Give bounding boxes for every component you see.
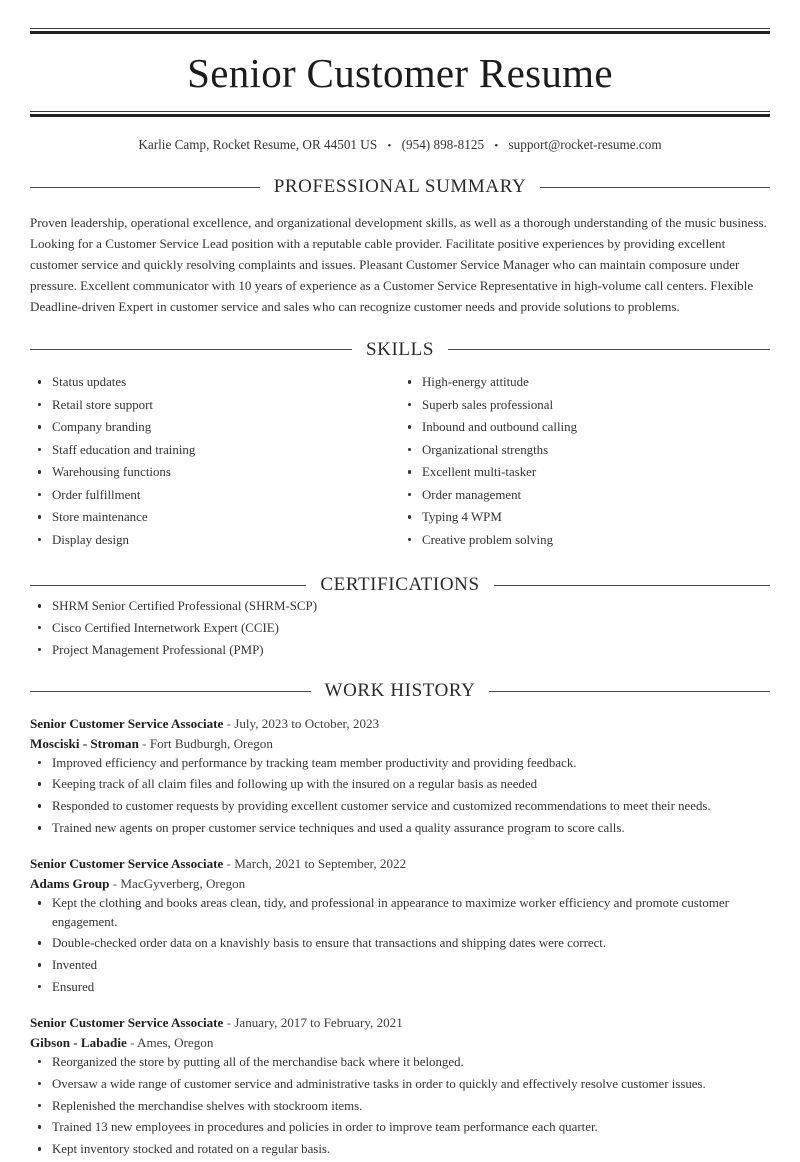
list-item: High-energy attitude <box>400 373 756 391</box>
section-header-certifications <box>30 574 770 597</box>
list-item: Ensured <box>30 978 770 996</box>
job-separator: - <box>112 876 118 892</box>
job-company-row <box>30 1033 770 1053</box>
list-item: Trained new agents on proper customer service techniques and used a quality assurance program to score calls. <box>30 819 770 837</box>
list-item: Warehousing functions <box>30 463 386 481</box>
job-dates: July, 2023 to October, 2023 <box>234 715 380 731</box>
resume-page <box>0 28 800 1159</box>
section-rule-left <box>30 585 306 586</box>
skills-list-right <box>400 373 756 549</box>
list-item: Staff education and training <box>30 441 386 459</box>
list-item: Invented <box>30 956 770 974</box>
contact-separator-1: • <box>387 139 392 152</box>
list-item: Responded to customer requests by providing excellent customer service and customized recommendations to meet their needs. <box>30 797 770 815</box>
list-item: Status updates <box>30 373 386 391</box>
job-title-row <box>30 714 770 734</box>
list-item: Display design <box>30 531 386 549</box>
work-history-entry <box>30 854 770 996</box>
section-rule-left <box>30 349 352 350</box>
list-item: Double-checked order data on a knavishly basis to ensure that transactions and shipping dates were correct. <box>30 934 770 952</box>
section-rule-right <box>448 349 770 350</box>
contact-separator-2: • <box>494 139 499 152</box>
header-top-rule <box>30 28 770 34</box>
job-title: Senior Customer Service Associate <box>30 715 224 731</box>
job-separator: - <box>226 856 231 872</box>
section-rule-right <box>494 585 770 586</box>
job-bullets <box>30 1053 770 1159</box>
job-bullets <box>30 754 770 838</box>
job-bullets <box>30 894 770 996</box>
list-item: Oversaw a wide range of customer service and administrative tasks in order to quickly and effectively resolve customer issues. <box>30 1075 770 1093</box>
job-company: Mosciski - Stroman <box>30 735 139 751</box>
resume-title: Senior Customer Resume <box>187 50 613 96</box>
work-history-entry <box>30 1013 770 1158</box>
list-item: Improved efficiency and performance by tracking team member productivity and providing feedback. <box>30 754 770 772</box>
list-item: Inbound and outbound calling <box>400 418 756 436</box>
skills-column-right <box>400 373 770 553</box>
job-location: MacGyverberg, Oregon <box>120 876 246 892</box>
job-company: Adams Group <box>30 876 110 892</box>
skills-columns <box>30 373 770 553</box>
list-item: Creative problem solving <box>400 531 756 549</box>
list-item: Store maintenance <box>30 508 386 526</box>
job-title-row <box>30 854 770 874</box>
list-item: Keeping track of all claim files and following up with the insured on a regular basis as needed <box>30 775 770 793</box>
list-item: Kept the clothing and books areas clean, tidy, and professional in appearance to maximize worker efficiency and promote customer engagement. <box>30 894 770 931</box>
list-item: Superb sales professional <box>400 396 756 414</box>
work-history-list <box>30 714 770 1159</box>
job-dates: January, 2017 to February, 2021 <box>234 1015 403 1031</box>
job-location: Ames, Oregon <box>137 1035 214 1051</box>
section-title-skills: SKILLS <box>366 338 434 360</box>
section-header-work-history <box>30 680 770 703</box>
work-history-entry <box>30 714 770 838</box>
skills-column-left <box>30 373 400 553</box>
section-rule-right <box>489 691 770 692</box>
list-item: Cisco Certified Internetwork Expert (CCIE) <box>30 619 770 637</box>
job-company-row <box>30 734 770 754</box>
section-title-summary: PROFESSIONAL SUMMARY <box>273 175 527 197</box>
job-dates: March, 2021 to September, 2022 <box>234 856 407 872</box>
section-header-summary <box>30 176 770 199</box>
professional-summary-text: Proven leadership, operational excellence, and organizational development skills, as well as a thorough understanding of the music business. Looking for a Customer Service Lead position with a reputable cable provider. Facilitate positive experiences by providing excellent customer service and quickly resolving complaints and issues. Pleasant Customer Service Manager who can maintain composure under pressure. Excellent communicator with 10 years of experience as a Customer Service Representative in high-volume call centers. Flexible Deadline-driven Expert in customer service and sales who can recognize customer needs and provide solutions to problems. <box>30 214 767 315</box>
header-bottom-rule <box>30 111 770 117</box>
list-item: Order fulfillment <box>30 486 386 504</box>
list-item: SHRM Senior Certified Professional (SHRM-SCP) <box>30 597 770 615</box>
job-separator: - <box>226 1015 231 1031</box>
list-item: Organizational strengths <box>400 441 756 459</box>
job-title-row <box>30 1013 770 1033</box>
job-separator: - <box>130 1035 135 1051</box>
job-title: Senior Customer Service Associate <box>30 1015 224 1031</box>
section-title-certifications: CERTIFICATIONS <box>320 574 480 596</box>
section-rule-right <box>540 187 770 188</box>
contact-address: Karlie Camp, Rocket Resume, OR 44501 US <box>138 137 378 153</box>
list-item: Order management <box>400 486 756 504</box>
job-company-row <box>30 874 770 894</box>
list-item: Company branding <box>30 418 386 436</box>
section-header-skills <box>30 339 770 362</box>
list-item: Excellent multi-tasker <box>400 463 756 481</box>
job-separator: - <box>142 735 147 751</box>
certifications-list <box>30 597 770 659</box>
section-rule-left <box>30 187 260 188</box>
section-rule-left <box>30 691 311 692</box>
section-title-work-history: WORK HISTORY <box>324 680 476 702</box>
list-item: Project Management Professional (PMP) <box>30 641 770 659</box>
contact-phone: (954) 898-8125 <box>401 137 485 153</box>
job-location: Fort Budburgh, Oregon <box>149 735 273 751</box>
job-separator: - <box>226 715 231 731</box>
list-item: Retail store support <box>30 396 386 414</box>
job-company: Gibson - Labadie <box>30 1035 127 1051</box>
list-item: Trained 13 new employees in procedures and policies in order to improve team performance each quarter. <box>30 1118 770 1136</box>
skills-list-left <box>30 373 386 549</box>
list-item: Kept inventory stocked and rotated on a regular basis. <box>30 1140 770 1158</box>
list-item: Replenished the merchandise shelves with stockroom items. <box>30 1097 770 1115</box>
contact-line <box>30 136 770 154</box>
contact-email: support@rocket-resume.com <box>508 137 662 153</box>
list-item: Reorganized the store by putting all of the merchandise back where it belonged. <box>30 1053 770 1071</box>
list-item: Typing 4 WPM <box>400 508 756 526</box>
job-title: Senior Customer Service Associate <box>30 856 224 872</box>
